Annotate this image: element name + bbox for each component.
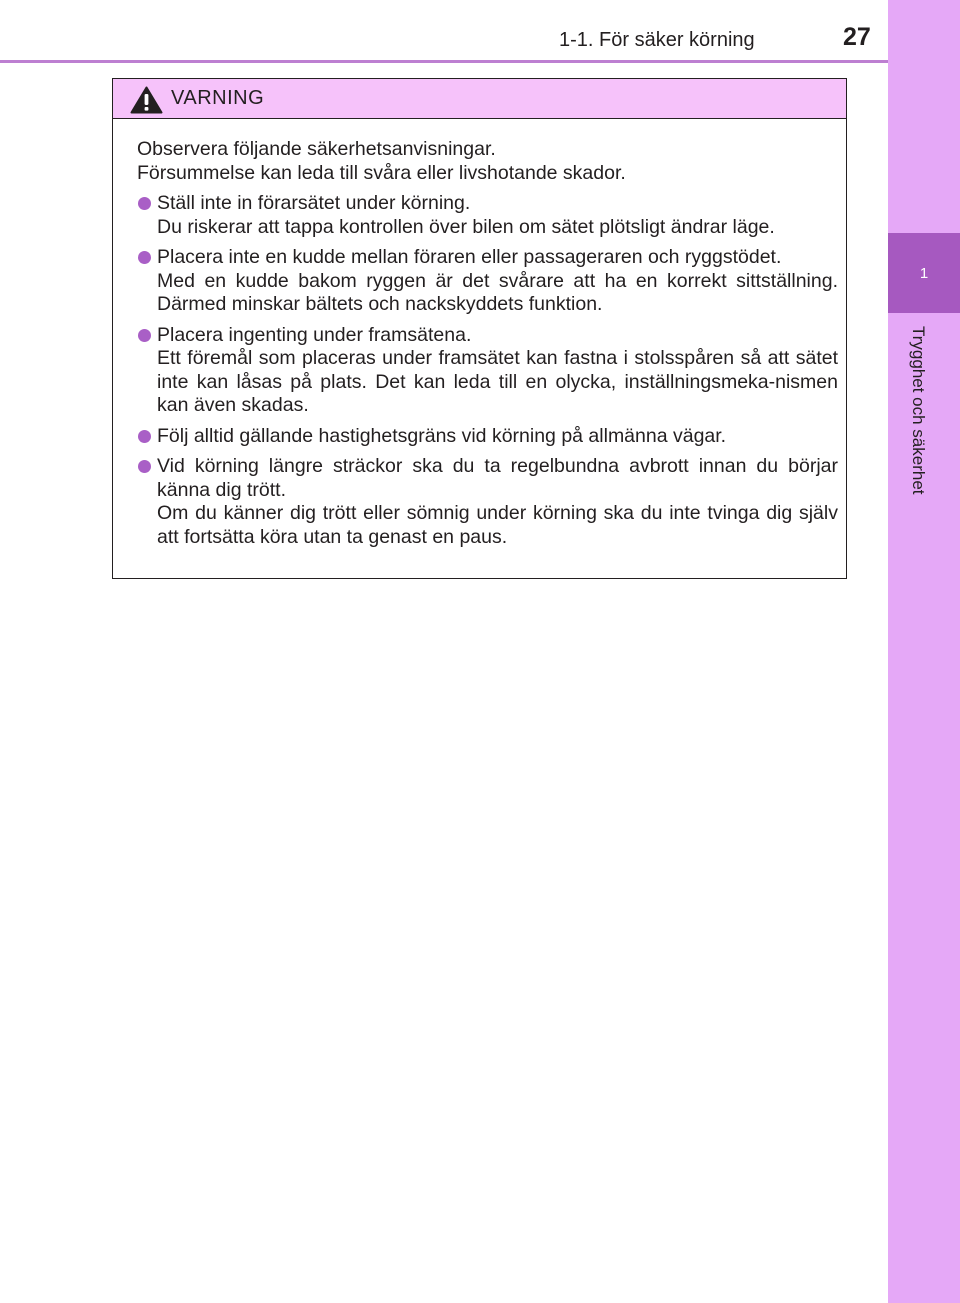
item-text: Du riskerar att tappa kontrollen över bilen om sätet plötsligt ändrar läge. (157, 215, 775, 238)
chapter-number: 1 (919, 264, 929, 282)
item-heading: Placera inte en kudde mellan föraren eller passageraren och ryggstödet. (157, 246, 782, 268)
item-text: Om du känner dig trött eller sömnig under körning ska du inte tvinga dig själv att fortsätta köra utan ta genast en paus. (157, 502, 838, 548)
item-heading: Följ alltid gällande hastighetsgräns vid körning på allmänna vägar. (157, 424, 727, 447)
warning-item (137, 246, 838, 317)
bullet-icon (137, 324, 157, 348)
item-text: Ett föremål som placeras under framsätet kan fastna i stolsspåren så att sätet inte kan låsas på plats. Det kan leda till en olycka, inställningsmeka-nismen kan även skadas. (157, 347, 838, 416)
item-heading: Vid körning längre sträckor ska du ta regelbundna avbrott innan du börjar känna dig trött. (157, 455, 838, 501)
warning-item (137, 455, 838, 549)
chapter-side-tab (888, 0, 960, 1303)
page-number: 27 (843, 23, 871, 51)
item-text: Med en kudde bakom ryggen är det svårare att ha en korrekt sittställning. Därmed minskar bältets och nackskyddets funktion. (157, 269, 838, 315)
warning-item (137, 192, 838, 239)
bullet-icon (137, 246, 157, 270)
section-title: 1-1. För säker körning (559, 29, 755, 51)
warning-header (113, 79, 846, 119)
bullet-icon (137, 192, 157, 216)
warning-triangle-icon (130, 86, 163, 114)
chapter-title: Trygghet och säkerhet (909, 326, 928, 495)
item-heading: Placera ingenting under framsätena. (157, 323, 472, 346)
header-divider (0, 60, 888, 63)
chapter-number-box (888, 233, 960, 313)
intro-line: Observera följande säkerhetsanvisningar. (137, 138, 496, 160)
warning-box (112, 78, 847, 579)
warning-item (137, 425, 838, 449)
bullet-icon (137, 455, 157, 479)
warning-body (113, 119, 846, 549)
warning-item (137, 324, 838, 418)
warning-intro (137, 138, 838, 185)
item-heading: Ställ inte in förarsätet under körning. (157, 192, 471, 214)
warning-title: VARNING (171, 87, 265, 109)
bullet-icon (137, 425, 157, 449)
intro-line: Försummelse kan leda till svåra eller livshotande skador. (137, 161, 626, 184)
